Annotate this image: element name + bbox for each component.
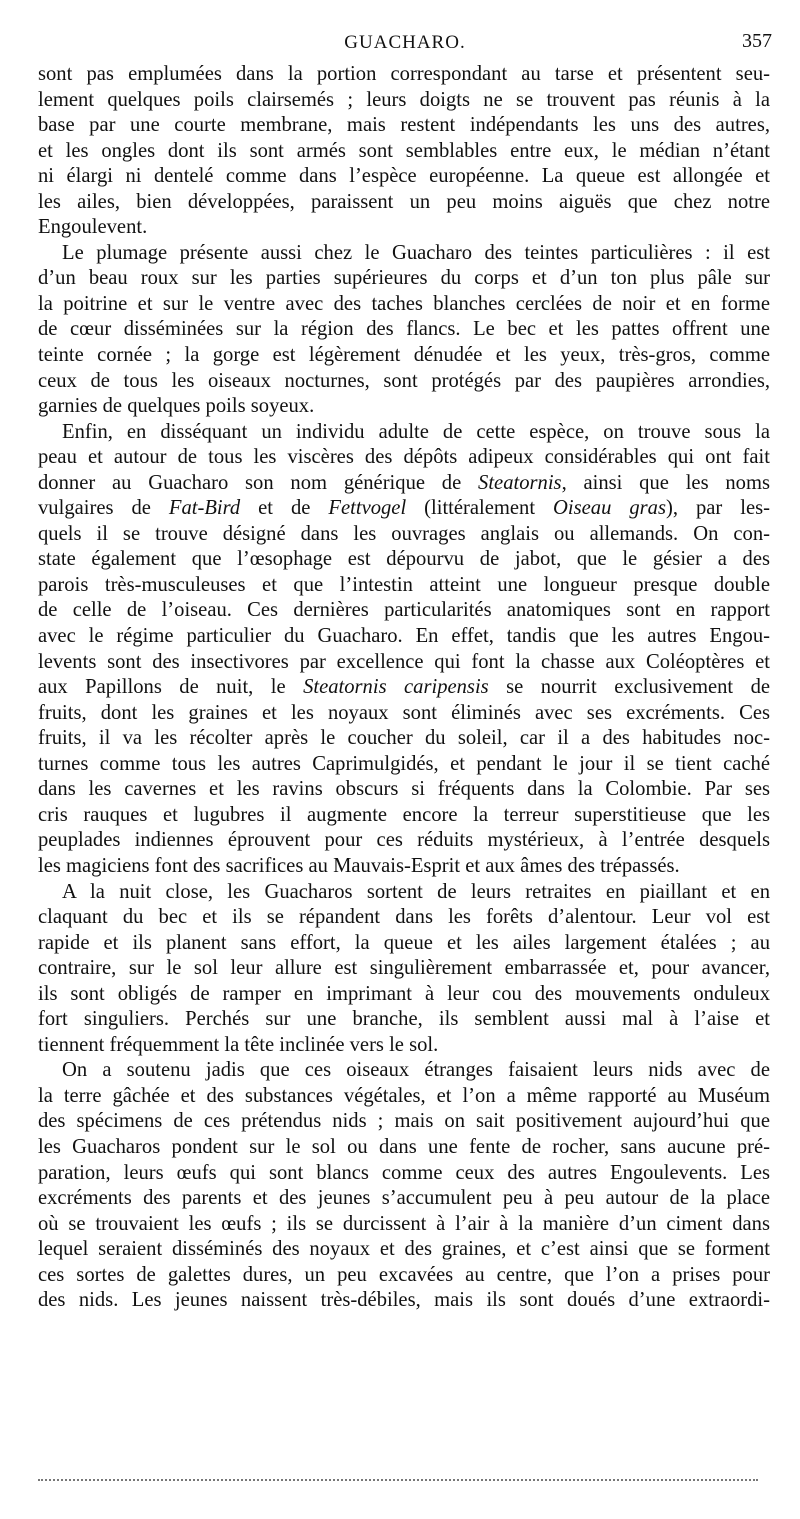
- text-line: ceux de tous les oiseaux nocturnes, sont protégés par des paupières arrondies,: [38, 369, 770, 392]
- text-line: les ailes, bien développées, paraissent un peu moins aiguës que chez notre: [38, 190, 770, 213]
- text-line: On a soutenu jadis que ces oiseaux étranges faisaient leurs nids avec de: [62, 1059, 770, 1082]
- text-line: lement quelques poils clairsemés ; leurs doigts ne se trouvent pas réunis à la: [38, 88, 770, 111]
- text-line: ces sortes de galettes dures, un peu excavées au centre, que l’on a prises pour: [38, 1263, 770, 1286]
- text-line: fruits, il va les récolter après le coucher du soleil, car il a des habitudes noc-: [38, 727, 770, 750]
- text-line: tiennent fréquemment la tête inclinée vers le sol.: [38, 1033, 439, 1056]
- footer-dotted-rule: [38, 1479, 758, 1481]
- text-line: teinte cornée ; la gorge est légèrement dénudée et les yeux, très-gros, comme: [38, 344, 770, 367]
- text-line: Engoulevent.: [38, 216, 148, 239]
- text-line: peau et autour de tous les viscères des dépôts adipeux considérables qui ont fait: [38, 446, 770, 469]
- text-line: cris rauques et lugubres il augmente encore la terreur superstitieuse que les: [38, 803, 770, 826]
- text-line: les Guacharos pondent sur le sol ou dans une fente de rocher, sans aucune pré-: [38, 1135, 770, 1158]
- running-header: [38, 28, 772, 54]
- text-line: base par une courte membrane, mais restent indépendants les uns des autres,: [38, 114, 770, 137]
- text-line: Le plumage présente aussi chez le Guacharo des teintes particulières : il est: [62, 241, 770, 264]
- text-line: dans les cavernes et les ravins obscurs si fréquents dans la Colombie. Par ses: [38, 778, 770, 801]
- text-line: avec le régime particulier du Guacharo. En effet, tandis que les autres Engou-: [38, 625, 770, 648]
- text-line: paration, leurs œufs qui sont blancs comme ceux des autres Engoulevents. Les: [38, 1161, 770, 1184]
- text-line: Enfin, en disséquant un individu adulte de cette espèce, on trouve sous la: [62, 420, 770, 443]
- text-line: la terre gâchée et des substances végétales, et l’on a même rapporté au Muséum: [38, 1084, 770, 1107]
- text-line: quels il se trouve désigné dans les ouvrages anglais ou allemands. On con-: [38, 522, 770, 545]
- text-line: aux Papillons de nuit, le Steatornis caripensis se nourrit exclusivement de: [38, 676, 771, 699]
- text-line: donner au Guacharo son nom générique de Steatornis, ainsi que les noms: [38, 471, 770, 494]
- running-title: GUACHARO.: [344, 32, 466, 53]
- text-line: vulgaires de Fat-Bird et de Fettvogel (littéralement Oiseau gras), par les-: [38, 497, 770, 520]
- text-line: de cœur disséminées sur la région des flancs. Le bec et les pattes offrent une: [38, 318, 770, 341]
- text-line: garnies de quelques poils soyeux.: [38, 395, 315, 418]
- text-line: des spécimens de ces prétendus nids ; mais on sait positivement aujourd’hui que: [38, 1110, 770, 1133]
- text-line: levents sont des insectivores par excellence qui font la chasse aux Coléoptères et: [38, 650, 770, 673]
- text-line: des nids. Les jeunes naissent très-débiles, mais ils sont doués d’une extraordi-: [38, 1289, 770, 1312]
- text-line: peuplades indiennes éprouvent pour ces réduits mystérieux, à l’entrée desquels: [38, 829, 770, 852]
- text-line: de celle de l’oiseau. Ces dernières particularités anatomiques sont en rapport: [38, 599, 770, 622]
- text-line: fruits, dont les graines et les noyaux sont éliminés avec ses excréments. Ces: [38, 701, 770, 724]
- text-line: lequel seraient disséminés des noyaux et des graines, et c’est ainsi que se forment: [38, 1238, 770, 1261]
- text-line: contraire, sur le sol leur allure est singulièrement embarrassée et, pour avancer,: [38, 957, 770, 980]
- text-line: turnes comme tous les autres Caprimulgidés, et pendant le jour il se tient caché: [38, 752, 770, 775]
- text-line: d’un beau roux sur les parties supérieures du corps et d’un ton plus pâle sur: [38, 267, 770, 290]
- text-line: ni élargi ni dentelé comme dans l’espèce européenne. La queue est allongée et: [38, 165, 770, 188]
- text-line: parois très-musculeuses et que l’intestin atteint une longueur presque double: [38, 573, 770, 596]
- text-line: A la nuit close, les Guacharos sortent de leurs retraites en piaillant et en: [62, 880, 770, 903]
- text-line: où se trouvaient les œufs ; ils se durcissent à l’air à la manière d’un ciment dans: [38, 1212, 770, 1235]
- text-line: fort singuliers. Perchés sur une branche, ils semblent aussi mal à l’aise et: [38, 1008, 770, 1031]
- page-number: 357: [742, 30, 772, 52]
- text-line: claquant du bec et ils se répandent dans les forêts d’alentour. Leur vol est: [38, 906, 770, 929]
- text-line: rapide et ils planent sans effort, la queue et les ailes largement étalées ; au: [38, 931, 770, 954]
- text-line: et les ongles dont ils sont armés sont semblables entre eux, le médian n’étant: [38, 139, 770, 162]
- body-text: [38, 62, 770, 1314]
- text-line: ils sont obligés de ramper en imprimant à leur cou des mouvements onduleux: [38, 982, 770, 1005]
- text-line: state également que l’œsophage est dépourvu de jabot, que le gésier a des: [38, 548, 770, 571]
- text-line: sont pas emplumées dans la portion correspondant au tarse et présentent seu-: [38, 63, 770, 85]
- text-line: excréments des parents et des jeunes s’accumulent peu à peu autour de la place: [38, 1187, 770, 1210]
- text-line: la poitrine et sur le ventre avec des taches blanches cerclées de noir et en forme: [38, 292, 770, 315]
- text-line: les magiciens font des sacrifices au Mauvais-Esprit et aux âmes des trépassés.: [38, 854, 680, 877]
